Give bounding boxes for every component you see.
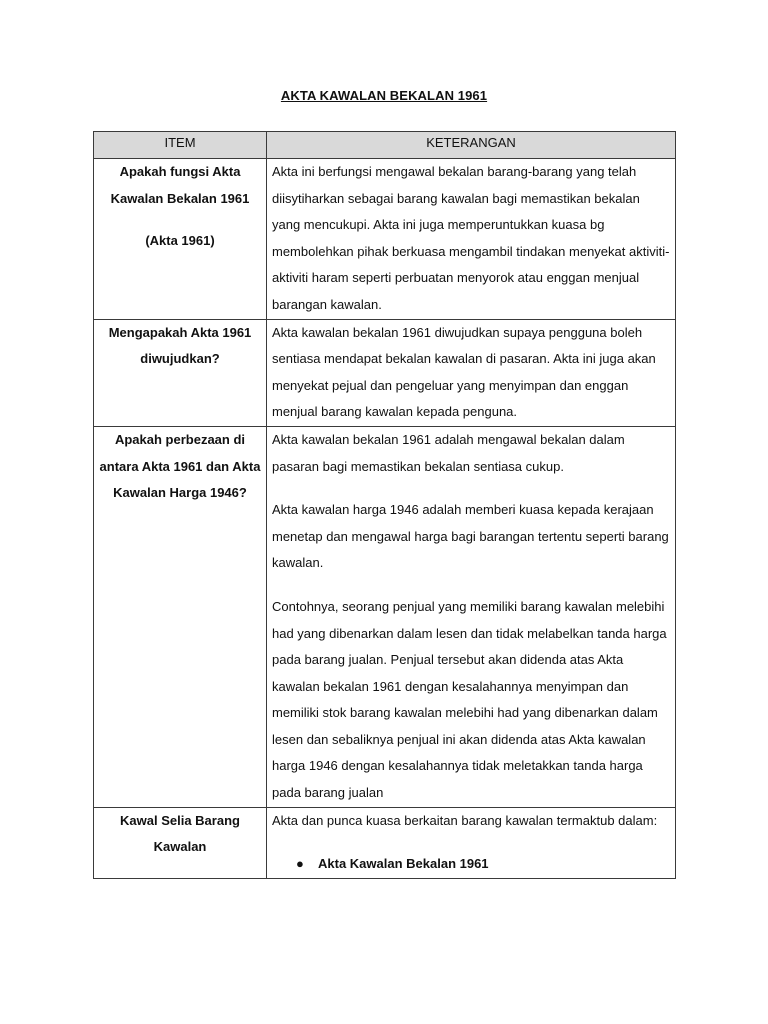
row-1-paragraph: Akta ini berfungsi mengawal bekalan barang-barang yang telah diisytiharkan sebagai barang kawalan bagi memastikan bekalan yang mencukupi. Akta ini juga memperuntukkan kuasa bg membolehkan pihak berkuasa mengambil tindakan menyekat aktiviti-aktiviti haram seperti perbuatan menyorok atau enggan menjual barangan kawalan. — [272, 164, 670, 312]
row-3-item-text: Apakah perbezaan di antara Akta 1961 dan Akta Kawalan Harga 1946? — [99, 431, 261, 501]
list-item-text: Akta Kawalan Bekalan 1961 — [318, 856, 489, 872]
document-title: AKTA KAWALAN BEKALAN 1961 — [280, 88, 488, 103]
row-2-description — [267, 319, 676, 426]
row-3-paragraph-1: Akta kawalan bekalan 1961 adalah mengawal bekalan dalam pasaran bagi memastikan bekalan sentiasa cukup. — [272, 431, 625, 474]
row-3-item — [94, 426, 267, 807]
table-header-row — [94, 132, 676, 159]
table-row — [94, 319, 676, 426]
row-1-item — [94, 159, 267, 320]
table-row — [94, 426, 676, 807]
row-1-description — [267, 159, 676, 320]
bullet-list — [272, 851, 670, 878]
bullet-icon: ● — [296, 856, 304, 872]
header-item: ITEM — [94, 132, 267, 159]
header-keterangan: KETERANGAN — [267, 132, 676, 159]
info-table — [93, 131, 676, 879]
table-row — [94, 159, 676, 320]
row-2-paragraph: Akta kawalan bekalan 1961 diwujudkan supaya pengguna boleh sentiasa mendapat bekalan kawalan di pasaran. Akta ini juga akan menyekat pejual dan pengeluar yang menyimpan dan enggan menjual barang kawalan kepada penguna. — [272, 324, 656, 420]
row-2-item-text: Mengapakah Akta 1961 diwujudkan? — [108, 324, 252, 367]
row-4-item — [94, 807, 267, 878]
row-2-item — [94, 319, 267, 426]
row-3-paragraph-3: Contohnya, seorang penjual yang memiliki barang kawalan melebihi had yang dibenarkan dalam lesen dan tidak melabelkan tanda harga pada barang jualan. Penjual tersebut akan didenda atas Akta kawalan bekalan 1961 dengan kesalahannya menyimpan dan memiliki stok barang kawalan melebihi had yang dibenarkan dalam lesen dan sebaliknya penjual ini akan didenda atas Akta kawalan harga 1946 dengan kesalahannya tidak meletakkan tanda harga pada barang jualan — [272, 598, 667, 801]
row-1-item-subtext: (Akta 1961) — [145, 233, 215, 249]
row-4-paragraph: Akta dan punca kuasa berkaitan barang kawalan termaktub dalam: — [272, 812, 658, 828]
table-row — [94, 807, 676, 878]
row-3-paragraph-2: Akta kawalan harga 1946 adalah memberi kuasa kepada kerajaan menetap dan mengawal harga bagi barangan tertentu seperti barang kawalan. — [272, 502, 669, 571]
row-4-description — [267, 807, 676, 878]
row-1-item-text: Apakah fungsi Akta Kawalan Bekalan 1961 — [110, 164, 250, 206]
row-3-description — [267, 426, 676, 807]
row-4-item-text: Kawal Selia Barang Kawalan — [120, 812, 240, 855]
list-item — [296, 851, 670, 878]
